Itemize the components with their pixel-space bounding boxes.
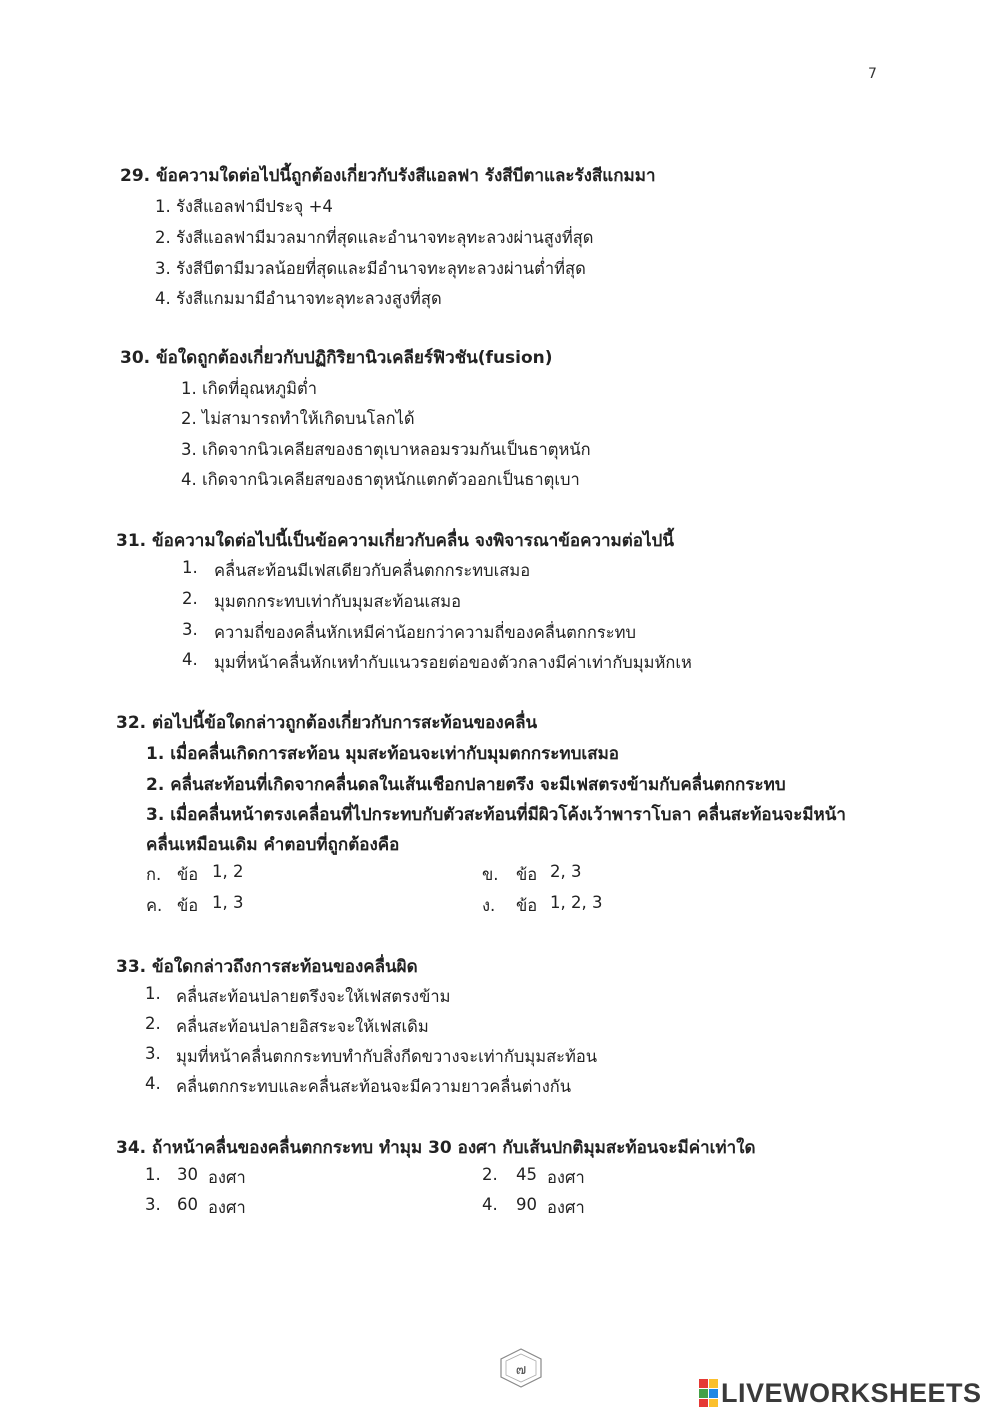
- q33-option-2[interactable]: คลื่นสะท้อนปลายอิสระจะให้เฟสเดิม: [176, 1017, 429, 1036]
- q32-choice-d[interactable]: 1, 2, 3: [550, 893, 603, 912]
- q31-option-4-number: 4.: [182, 650, 198, 669]
- q31-option-2[interactable]: มุมตกกระทบเท่ากับมุมสะท้อนเสมอ: [214, 592, 462, 611]
- page-number: 7: [868, 66, 877, 82]
- q31-option-4[interactable]: มุมที่หน้าคลื่นหักเหทำกับแนวรอยต่อของตัวกลางมีค่าเท่ากับมุมหักเห: [214, 653, 692, 672]
- q34-choice-1-number: 1.: [145, 1165, 161, 1184]
- question-32: 32. ต่อไปนี้ข้อใดกล่าวถูกต้องเกี่ยวกับการสะท้อนของคลื่น: [116, 713, 538, 733]
- q32-choice-d-label: ข้อ: [516, 896, 538, 915]
- q34-choice-4-number: 4.: [482, 1195, 498, 1214]
- q32-choice-c-label: ข้อ: [177, 896, 199, 915]
- q34-choice-1-unit: องศา: [208, 1168, 246, 1187]
- q33-option-3[interactable]: มุมที่หน้าคลื่นตกกระทบทำกับสิ่งกีดขวางจะเท่ากับมุมสะท้อน: [176, 1047, 598, 1066]
- q34-choice-1[interactable]: 30: [177, 1165, 198, 1184]
- q30-option-3[interactable]: 3. เกิดจากนิวเคลียสของธาตุเบาหลอมรวมกันเป็นธาตุหนัก: [181, 440, 591, 459]
- q30-option-4[interactable]: 4. เกิดจากนิวเคลียสของธาตุหนักแตกตัวออกเป็นธาตุเบา: [181, 470, 580, 489]
- q32-choice-d-letter: ง.: [482, 896, 496, 915]
- q31-option-3[interactable]: ความถี่ของคลื่นหักเหมีค่าน้อยกว่าความถี่ของคลื่นตกกระทบ: [214, 623, 636, 642]
- q30-option-1[interactable]: 1. เกิดที่อุณหภูมิต่ำ: [181, 379, 318, 398]
- question-30: 30. ข้อใดถูกต้องเกี่ยวกับปฏิกิริยานิวเคลียร์ฟิวชัน(fusion): [120, 348, 553, 368]
- q34-choice-2-unit: องศา: [547, 1168, 585, 1187]
- q32-statement-1: 1. เมื่อคลื่นเกิดการสะท้อน มุมสะท้อนจะเท่ากับมุมตกกระทบเสมอ: [146, 744, 620, 764]
- q29-option-1[interactable]: 1. รังสีแอลฟามีประจุ +4: [155, 197, 333, 216]
- q32-choice-a-letter: ก.: [146, 865, 162, 884]
- q29-option-4[interactable]: 4. รังสีแกมมามีอำนาจทะลุทะลวงสูงที่สุด: [155, 289, 442, 308]
- q32-statement-3: 3. เมื่อคลื่นหน้าตรงเคลื่อนที่ไปกระทบกับตัวสะท้อนที่มีผิวโค้งเว้าพาราโบลา คลื่นสะท้อนจะมีหน้า: [146, 805, 846, 825]
- question-29: 29. ข้อความใดต่อไปนี้ถูกต้องเกี่ยวกับรังสีแอลฟา รังสีบีตาและรังสีแกมมา: [120, 166, 656, 186]
- q30-option-2[interactable]: 2. ไม่สามารถทำให้เกิดบนโลกได้: [181, 409, 415, 428]
- q34-choice-3[interactable]: 60: [177, 1195, 198, 1214]
- q31-option-3-number: 3.: [182, 620, 198, 639]
- q32-choice-c-letter: ค.: [146, 896, 163, 915]
- q34-choice-4-unit: องศา: [547, 1198, 585, 1217]
- q31-option-1[interactable]: คลื่นสะท้อนมีเฟสเดียวกับคลื่นตกกระทบเสมอ: [214, 561, 531, 580]
- q32-statement-3-continued: คลื่นเหมือนเดิม คำตอบที่ถูกต้องคือ: [146, 835, 400, 855]
- q32-choice-b-label: ข้อ: [516, 865, 538, 884]
- liveworksheets-wordmark: LIVEWORKSHEETS: [721, 1377, 982, 1408]
- question-34: 34. ถ้าหน้าคลื่นของคลื่นตกกระทบ ทำมุม 30 องศา กับเส้นปกติมุมสะท้อนจะมีค่าเท่าใด: [116, 1138, 756, 1158]
- q32-statement-2: 2. คลื่นสะท้อนที่เกิดจากคลื่นดลในเส้นเชือกปลายตรึง จะมีเฟสตรงข้ามกับคลื่นตกกระทบ: [146, 775, 786, 795]
- liveworksheets-logo: [699, 1377, 982, 1409]
- q32-choice-a[interactable]: 1, 2: [212, 862, 244, 881]
- q29-option-3[interactable]: 3. รังสีบีตามีมวลน้อยที่สุดและมีอำนาจทะลุทะลวงผ่านต่ำที่สุด: [155, 259, 586, 278]
- q32-choice-b[interactable]: 2, 3: [550, 862, 582, 881]
- q34-choice-2[interactable]: 45: [516, 1165, 537, 1184]
- question-33: 33. ข้อใดกล่าวถึงการสะท้อนของคลื่นผิด: [116, 957, 418, 977]
- q34-choice-3-number: 3.: [145, 1195, 161, 1214]
- q33-option-1-number: 1.: [145, 984, 161, 1003]
- page-seal: [497, 1347, 545, 1389]
- q33-option-4-number: 4.: [145, 1074, 161, 1093]
- q33-option-4[interactable]: คลื่นตกกระทบและคลื่นสะท้อนจะมีความยาวคลื่นต่างกัน: [176, 1077, 572, 1096]
- q33-option-3-number: 3.: [145, 1044, 161, 1063]
- q32-choice-b-letter: ข.: [482, 865, 499, 884]
- q34-choice-2-number: 2.: [482, 1165, 498, 1184]
- q31-option-1-number: 1.: [182, 558, 198, 577]
- seal-frame-icon: [497, 1347, 545, 1389]
- q34-choice-4[interactable]: 90: [516, 1195, 537, 1214]
- q33-option-2-number: 2.: [145, 1014, 161, 1033]
- q32-choice-a-label: ข้อ: [177, 865, 199, 884]
- question-31: 31. ข้อความใดต่อไปนี้เป็นข้อความเกี่ยวกับคลื่น จงพิจารณาข้อความต่อไปนี้: [116, 531, 674, 551]
- q31-option-2-number: 2.: [182, 589, 198, 608]
- q32-choice-c[interactable]: 1, 3: [212, 893, 244, 912]
- seal-numeral: ๗: [515, 1362, 527, 1378]
- q34-choice-3-unit: องศา: [208, 1198, 246, 1217]
- q29-option-2[interactable]: 2. รังสีแอลฟามีมวลมากที่สุดและอำนาจทะลุทะลวงผ่านสูงที่สุด: [155, 228, 594, 247]
- q33-option-1[interactable]: คลื่นสะท้อนปลายตรึงจะให้เฟสตรงข้าม: [176, 987, 451, 1006]
- liveworksheets-blocks-icon: [699, 1379, 719, 1407]
